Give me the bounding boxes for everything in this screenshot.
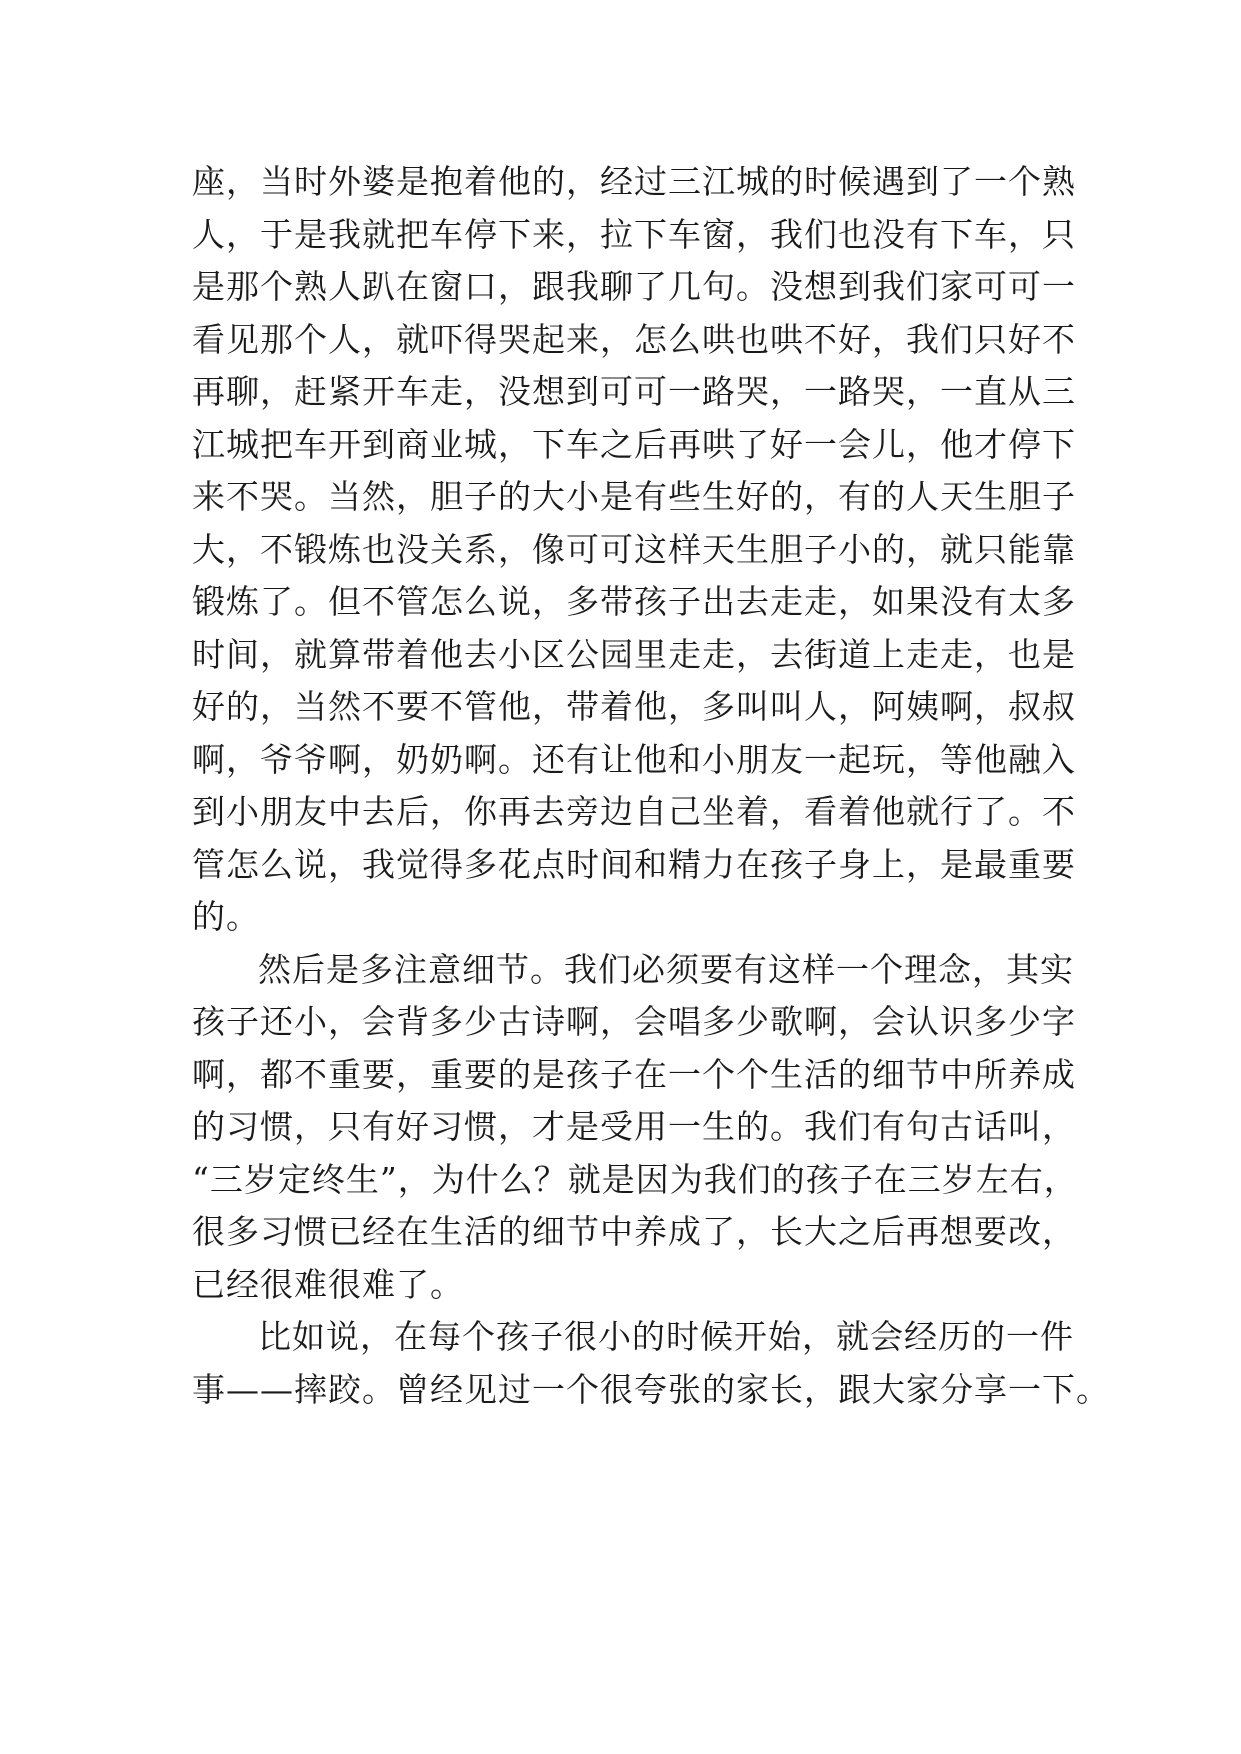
- text-line: 座，当时外婆是抱着他的，经过三江城的时候遇到了一个熟: [192, 162, 1076, 201]
- text-line: 的习惯，只有好习惯，才是受用一生的。我们有句古话叫，: [192, 1107, 1076, 1146]
- text-line: 到小朋友中去后，你再去旁边自己坐着，看着他就行了。不: [192, 792, 1076, 831]
- text-line: 来不哭。当然，胆子的大小是有些生好的，有的人天生胆子: [192, 477, 1076, 516]
- body-text: [192, 156, 1110, 1416]
- text-line: 管怎么说，我觉得多花点时间和精力在孩子身上，是最重要: [192, 844, 1076, 884]
- text-line: 啊，爷爷啊，奶奶啊。还有让他和小朋友一起玩，等他融入: [192, 739, 1076, 779]
- text-line: 然后是多注意细节。我们必须要有这样一个理念，其实: [258, 949, 1074, 989]
- text-line: 看见那个人，就吓得哭起来，怎么哄也哄不好，我们只好不: [192, 319, 1076, 359]
- text-line: 时间，就算带着他去小区公园里走走，去街道上走走，也是: [192, 634, 1076, 674]
- text-line: 啊，都不重要，重要的是孩子在一个个生活的细节中所养成: [192, 1054, 1076, 1094]
- text-line: 锻炼了。但不管怎么说，多带孩子出去走走，如果没有太多: [192, 582, 1076, 621]
- text-line: 人，于是我就把车停下来，拉下车窗，我们也没有下车，只: [192, 214, 1076, 254]
- text-line: 的。: [192, 897, 260, 936]
- text-line: 是那个熟人趴在窗口，跟我聊了几句。没想到我们家可可一: [192, 267, 1076, 306]
- text-line: 已经很难很难了。: [192, 1264, 464, 1304]
- text-line: 再聊，赶紧开车走，没想到可可一路哭，一路哭，一直从三: [192, 372, 1076, 411]
- text-line: 比如说，在每个孩子很小的时候开始，就会经历的一件: [258, 1317, 1074, 1356]
- text-line: 事——摔跤。曾经见过一个很夸张的家长，跟大家分享一下。: [192, 1369, 1110, 1409]
- text-line: 很多习惯已经在生活的细节中养成了，长大之后再想要改，: [192, 1212, 1076, 1251]
- text-line: “三岁定终生”，为什么？就是因为我们的孩子在三岁左右，: [192, 1159, 1078, 1199]
- text-line: 孩子还小，会背多少古诗啊，会唱多少歌啊，会认识多少字: [192, 1002, 1076, 1041]
- text-line: 好的，当然不要不管他，带着他，多叫叫人，阿姨啊，叔叔: [192, 687, 1076, 726]
- text-line: 大，不锻炼也没关系，像可可这样天生胆子小的，就只能靠: [192, 529, 1076, 569]
- text-line: 江城把车开到商业城，下车之后再哄了好一会儿，他才停下: [192, 424, 1076, 464]
